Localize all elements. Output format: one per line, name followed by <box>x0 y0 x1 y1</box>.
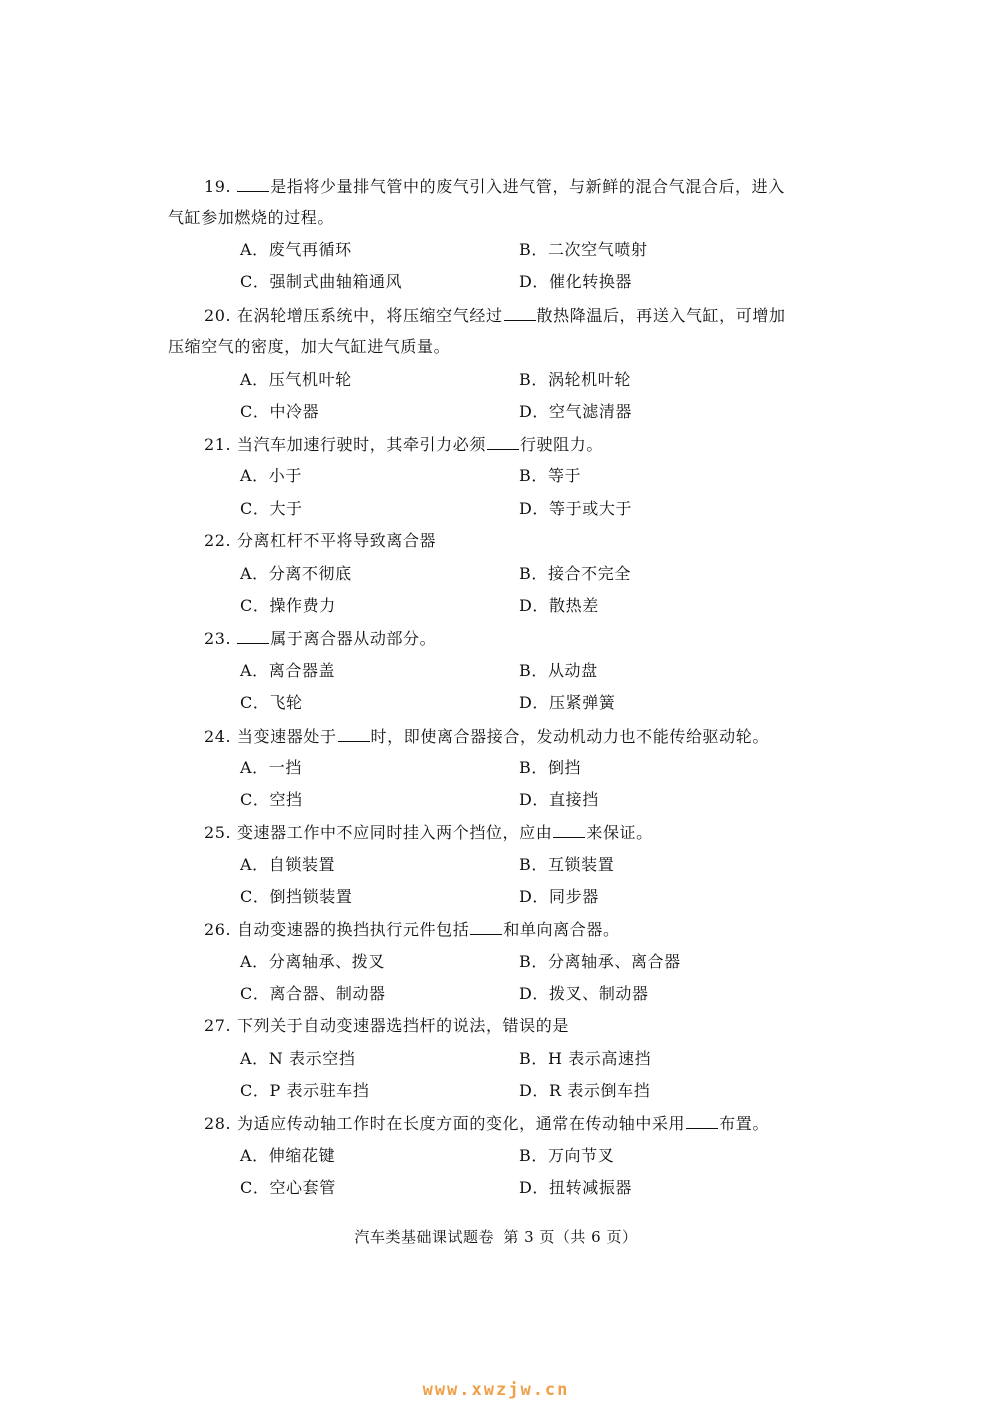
question-19-option-c: C．强制式曲轴箱通风 <box>240 272 403 291</box>
question-26-stem: 26. 自动变速器的换挡执行元件包括 和单向离合器。 <box>204 920 620 939</box>
footer-page-number: 第 3 页（共 6 页） <box>503 1228 638 1246</box>
question-27-option-a: A．N 表示空挡 <box>240 1049 356 1068</box>
question-23-option-d: D．压紧弹簧 <box>519 693 616 712</box>
question-19-option-d: D．催化转换器 <box>519 272 633 291</box>
question-22-option-c: C．操作费力 <box>240 596 336 615</box>
page-footer <box>0 1226 992 1247</box>
question-26-option-b: B．分离轴承、离合器 <box>519 952 681 971</box>
question-24-option-c: C．空挡 <box>240 790 303 809</box>
question-24-option-a: A．一挡 <box>240 758 302 777</box>
question-27-option-d: D．R 表示倒车挡 <box>519 1081 651 1100</box>
question-28-option-c: C．空心套管 <box>240 1178 336 1197</box>
question-26-option-c: C．离合器、制动器 <box>240 984 386 1003</box>
question-21-stem: 21. 当汽车加速行驶时，其牵引力必须 行驶阻力。 <box>204 435 603 454</box>
question-22-option-b: B．接合不完全 <box>519 564 631 583</box>
question-21-option-a: A．小于 <box>240 466 302 485</box>
question-23-stem: 23. 属于离合器从动部分。 <box>204 629 437 648</box>
question-21-option-b: B．等于 <box>519 466 582 485</box>
question-20-option-d: D．空气滤清器 <box>519 402 633 421</box>
question-25-option-a: A．自锁装置 <box>240 855 336 874</box>
question-19-option-b: B．二次空气喷射 <box>519 240 648 259</box>
question-28-stem: 28. 为适应传动轴工作时在长度方面的变化，通常在传动轴中采用 布置。 <box>204 1114 769 1133</box>
question-23-option-c: C．飞轮 <box>240 693 303 712</box>
question-20-stem: 20. 在涡轮增压系统中，将压缩空气经过 散热降温后，再送入气缸，可增加 <box>204 306 786 325</box>
question-26-option-a: A．分离轴承、拨叉 <box>240 952 385 971</box>
question-28-option-d: D．扭转减振器 <box>519 1178 633 1197</box>
question-22-option-d: D．散热差 <box>519 596 599 615</box>
question-21-option-d: D．等于或大于 <box>519 499 633 518</box>
question-27-option-b: B．H 表示高速挡 <box>519 1049 652 1068</box>
question-20-option-b: B．涡轮机叶轮 <box>519 370 631 389</box>
question-24-option-b: B．倒挡 <box>519 758 582 777</box>
watermark-url: www.xwzjw.cn <box>422 1380 570 1400</box>
question-24-stem: 24. 当变速器处于 时，即使离合器接合，发动机动力也不能传给驱动轮。 <box>204 727 769 746</box>
question-20-stem-cont: 压缩空气的密度，加大气缸进气质量。 <box>168 337 451 356</box>
question-22-option-a: A．分离不彻底 <box>240 564 352 583</box>
question-23-option-b: B．从动盘 <box>519 661 598 680</box>
question-28-option-a: A．伸缩花键 <box>240 1146 336 1165</box>
question-19-option-a: A．废气再循环 <box>240 240 352 259</box>
question-23-option-a: A．离合器盖 <box>240 661 336 680</box>
question-25-option-b: B．互锁装置 <box>519 855 615 874</box>
question-27-stem: 27. 下列关于自动变速器选挡杆的说法，错误的是 <box>204 1016 569 1035</box>
question-20-option-a: A．压气机叶轮 <box>240 370 352 389</box>
footer-exam-title: 汽车类基础课试题卷 <box>354 1228 495 1246</box>
question-25-stem: 25. 变速器工作中不应同时挂入两个挡位，应由 来保证。 <box>204 823 653 842</box>
question-22-stem: 22. 分离杠杆不平将导致离合器 <box>204 531 437 550</box>
question-24-option-d: D．直接挡 <box>519 790 599 809</box>
question-25-option-c: C．倒挡锁装置 <box>240 887 353 906</box>
question-19-stem: 19. 是指将少量排气管中的废气引入进气管，与新鲜的混合气混合后，进入 <box>204 177 785 196</box>
question-28-option-b: B．万向节叉 <box>519 1146 615 1165</box>
question-21-option-c: C．大于 <box>240 499 303 518</box>
question-26-option-d: D．拨叉、制动器 <box>519 984 649 1003</box>
question-19-stem-cont: 气缸参加燃烧的过程。 <box>168 208 335 227</box>
question-27-option-c: C．P 表示驻车挡 <box>240 1081 370 1100</box>
question-25-option-d: D．同步器 <box>519 887 599 906</box>
question-20-option-c: C．中冷器 <box>240 402 320 421</box>
